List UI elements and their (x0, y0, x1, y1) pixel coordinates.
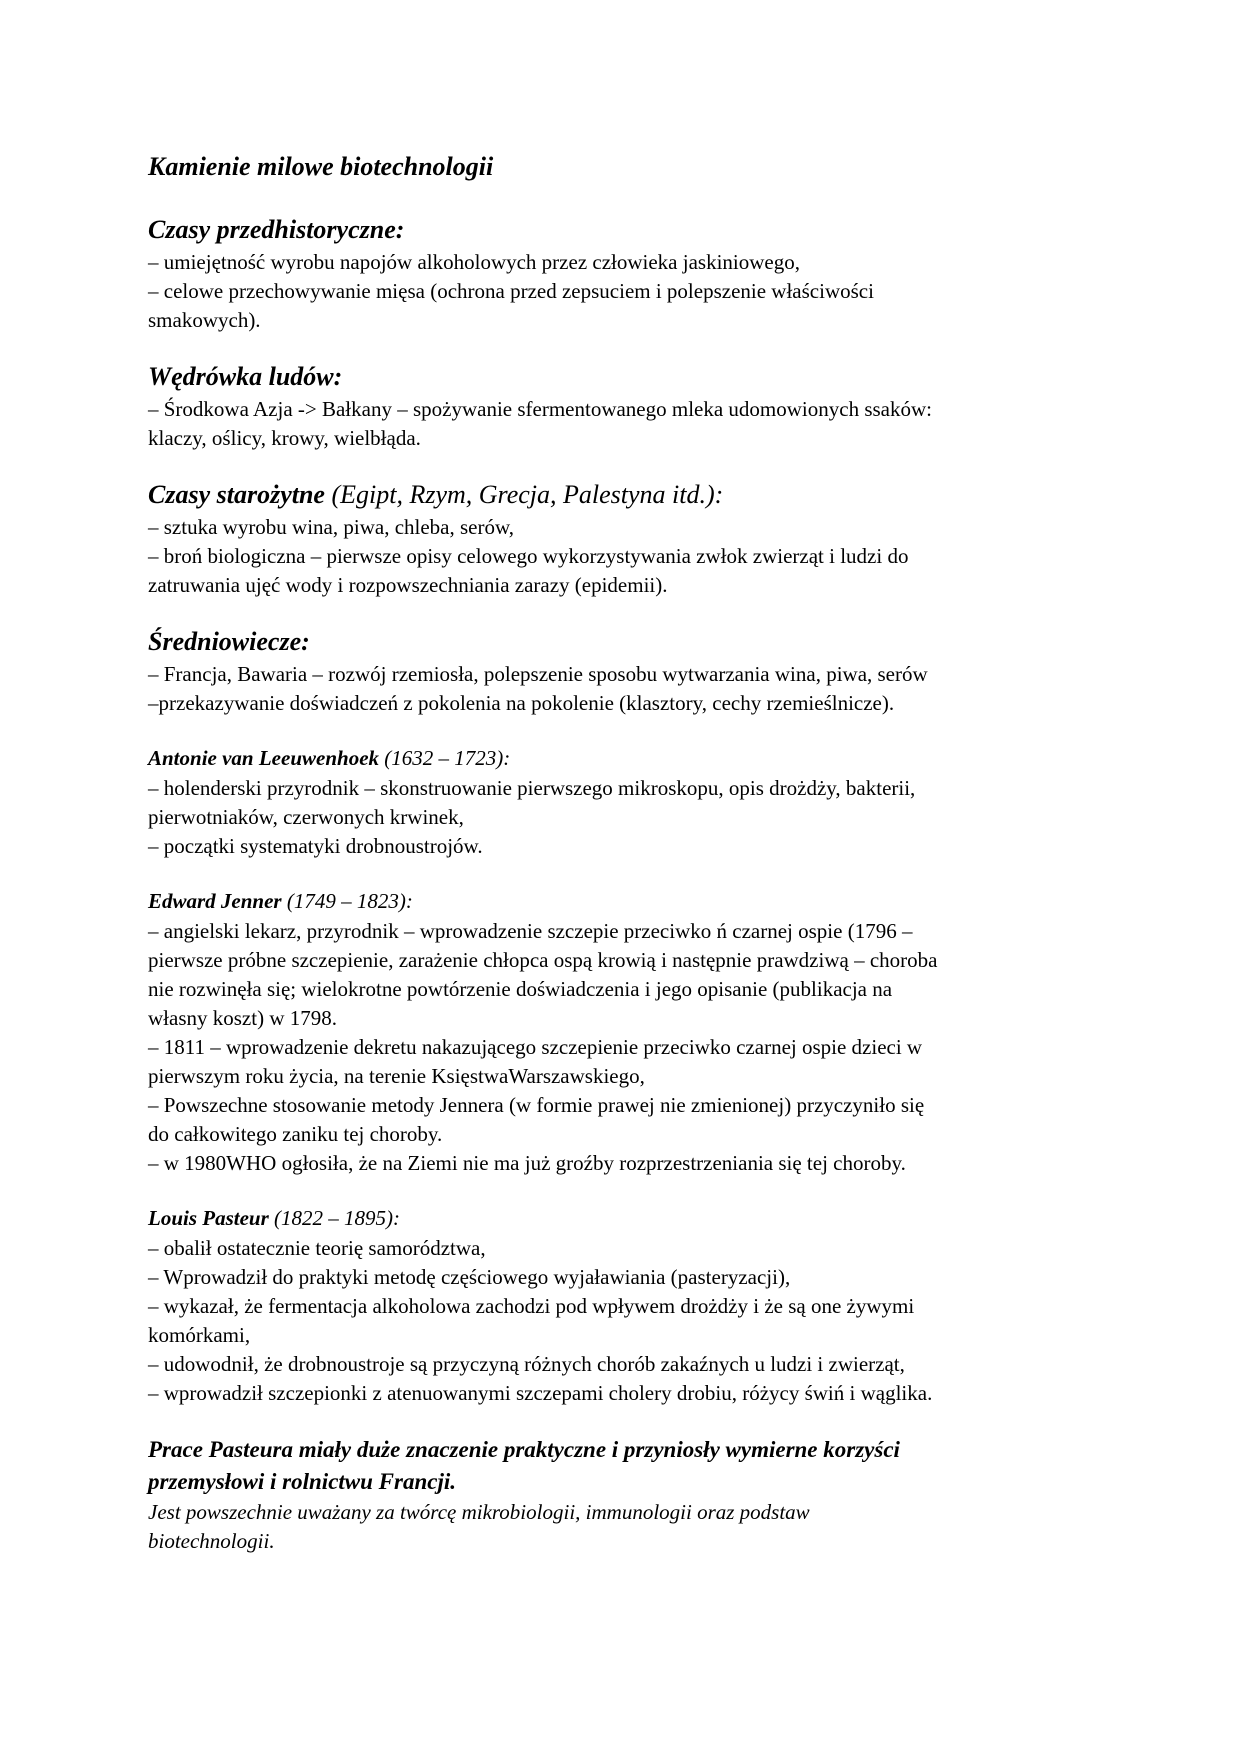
text-line: –przekazywanie doświadczeń z pokolenia na pokolenie (klasztory, cechy rzemieślnicze). (148, 691, 895, 715)
section-antiquity (148, 479, 1098, 600)
text-line: – umiejętność wyrobu napojów alkoholowych przez człowieka jaskiniowego, (148, 250, 800, 274)
text-line: – Środkowa Azja -> Bałkany – spożywanie sfermentowanego mleka udomowionych ssaków: (148, 397, 933, 421)
section-middle-ages (148, 626, 1098, 718)
closing-italic-line: biotechnologii. (148, 1529, 275, 1553)
text-line: nie rozwinęła się; wielokrotne powtórzenie doświadczenia i jego opisanie (publikacja na (148, 977, 893, 1001)
heading-bold: Antonie van Leeuwenhoek (148, 746, 380, 770)
text-line: zatruwania ujęć wody i rozpowszechniania zarazy (epidemii). (148, 573, 668, 597)
text-line: pierwotniaków, czerwonych krwinek, (148, 805, 464, 829)
section-leeuwenhoek (148, 744, 1098, 861)
heading-rest: (Egipt, Rzym, Grecja, Palestyna itd.): (324, 480, 724, 509)
text-line: do całkowitego zaniku tej choroby. (148, 1122, 443, 1146)
closing-paragraph (148, 1434, 1098, 1556)
text-line: smakowych). (148, 308, 261, 332)
heading-rest: (1632 – 1723): (379, 746, 511, 770)
heading-bold: Edward Jenner (148, 889, 282, 913)
heading-bold: Czasy przedhistoryczne: (148, 215, 405, 244)
heading-rest: (1822 – 1895): (268, 1206, 401, 1230)
heading-bold: Czasy starożytne (148, 480, 325, 509)
heading-bold: Louis Pasteur (148, 1206, 269, 1230)
text-line: – sztuka wyrobu wina, piwa, chleba, serów, (148, 515, 515, 539)
section-heading (148, 887, 1098, 915)
text-line: pierwsze próbne szczepienie, zarażenie chłopca ospą krowią i następnie prawdziwą – choroba (148, 948, 938, 972)
text-line: – Wprowadził do praktyki metodę częściowego wyjaławiania (pasteryzacji), (148, 1265, 791, 1289)
section-heading (148, 361, 1098, 393)
section-migration (148, 361, 1098, 453)
closing-bold-line: Prace Pasteura miały duże znaczenie praktyczne i przyniosły wymierne korzyści (148, 1437, 900, 1462)
text-line: – broń biologiczna – pierwsze opisy celowego wykorzystywania zwłok zwierząt i ludzi do (148, 544, 909, 568)
text-line: – udowodnił, że drobnoustroje są przyczyną różnych chorób zakaźnych u ludzi i zwierząt, (148, 1352, 905, 1376)
document-title: Kamienie milowe biotechnologii (148, 152, 494, 181)
heading-bold: Średniowiecze: (148, 627, 310, 656)
heading-bold: Wędrówka ludów: (148, 362, 343, 391)
heading-rest: (1749 – 1823): (281, 889, 413, 913)
section-pasteur (148, 1204, 1098, 1408)
closing-bold-line: przemysłowi i rolnictwu Francji. (148, 1469, 456, 1494)
text-line: – 1811 – wprowadzenie dekretu nakazującego szczepienie przeciwko czarnej ospie dzieci w (148, 1035, 923, 1059)
section-heading (148, 1204, 1098, 1232)
text-line: – obalił ostatecznie teorię samorództwa, (148, 1236, 486, 1260)
text-line: – wprowadził szczepionki z atenuowanymi szczepami cholery drobiu, różycy świń i wąglika. (148, 1381, 933, 1405)
text-line: klaczy, oślicy, krowy, wielbłąda. (148, 426, 421, 450)
section-jenner (148, 887, 1098, 1178)
text-line: własny koszt) w 1798. (148, 1006, 337, 1030)
text-line: – angielski lekarz, przyrodnik – wprowadzenie szczepie przeciwko ń czarnej ospie (1796 – (148, 919, 913, 943)
text-line: komórkami, (148, 1323, 251, 1347)
text-line: – początki systematyki drobnoustrojów. (148, 834, 483, 858)
text-line: – celowe przechowywanie mięsa (ochrona przed zepsuciem i polepszenie właściwości (148, 279, 874, 303)
closing-italic-line: Jest powszechnie uważany za twórcę mikrobiologii, immunologii oraz podstaw (148, 1500, 810, 1524)
document-body (148, 150, 1098, 1556)
text-line: – Francja, Bawaria – rozwój rzemiosła, polepszenie sposobu wytwarzania wina, piwa, serów (148, 662, 928, 686)
section-heading (148, 626, 1098, 658)
section-heading (148, 214, 1098, 246)
text-line: – wykazał, że fermentacja alkoholowa zachodzi pod wpływem drożdży i że są one żywymi (148, 1294, 915, 1318)
text-line: – w 1980WHO ogłosiła, że na Ziemi nie ma już groźby rozprzestrzeniania się tej choroby. (148, 1151, 906, 1175)
section-heading (148, 744, 1098, 772)
section-heading (148, 479, 1098, 511)
text-line: – holenderski przyrodnik – skonstruowanie pierwszego mikroskopu, opis drożdży, bakterii, (148, 776, 916, 800)
section-prehistoric (148, 214, 1098, 335)
text-line: pierwszym roku życia, na terenie KsięstwaWarszawskiego, (148, 1064, 645, 1088)
text-line: – Powszechne stosowanie metody Jennera (w formie prawej nie zmienionej) przyczyniło się (148, 1093, 925, 1117)
